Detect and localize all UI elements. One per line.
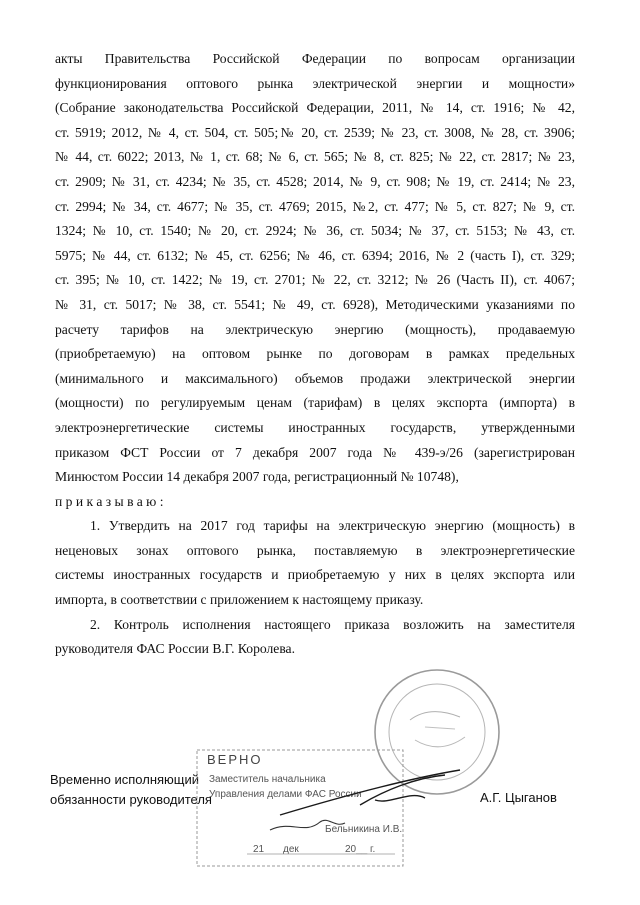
signature-position [50,770,212,810]
stamp-line: Заместитель начальника [209,774,326,785]
text-line: (минимального и максимального) объемов продажи электрической энергии [55,370,575,386]
text-line: функционирования оптового рынка электрической энергии и мощности» [55,75,575,91]
text-line: Минюстом России 14 декабря 2007 года, регистрационный № 10748), [55,469,459,485]
stamp-signer: Бельникина И.В. [325,824,403,835]
stamp-date-day: 21 [253,844,265,855]
text-line: 5975; № 44, ст. 6132; № 45, ст. 6256; № 46, ст. 6394; 2016, № 2 (часть I), ст. 329; [55,247,575,263]
item-1-line: неценовых зонах оптового рынка, поставляемую в электроэнергетические [55,542,575,558]
item-1-line: импорта, в соответствии с приложением к настоящему приказу. [55,592,424,608]
text-line: электроэнергетические системы иностранных государств, утвержденными [55,419,575,435]
item-1-line: 1. Утвердить на 2017 год тарифы на электрическую энергию (мощность) в [90,518,575,534]
stamp-date-year: 20__ г. [345,844,376,855]
position-line: Временно исполняющий [50,772,200,787]
text-line: № 44, ст. 6022; 2013, № 1, ст. 68; № 6, ст. 565; № 8, ст. 825; № 22, ст. 2817; № 23, [55,149,575,165]
signatory-name: А.Г. Цыганов [480,790,557,805]
text-line: (мощности) по регулируемым ценам (тарифам) в целях экспорта (импорта) в [55,395,575,411]
item-1-line: системы иностранных государств и приобретаемую у них в целях экспорта или [55,567,575,583]
text-line: расчету тарифов на электрическую энергию (мощность), продаваемую [55,321,575,337]
text-line: (Собрание законодательства Российской Федерации, 2011, № 14, ст. 1916; № 42, [55,100,575,116]
text-line: ст. 395; № 10, ст. 1422; № 19, ст. 2701; № 22, ст. 3212; № 26 (Часть II), ст. 4067; [55,272,575,288]
text-line: № 31, ст. 5017; № 38, ст. 5541; № 49, ст. 6928), Методическими указаниями по [55,296,575,312]
text-line: 1324; № 10, ст. 1540; № 20, ст. 2924; № 36, ст. 5034; № 37, ст. 5153; № 43, ст. [55,223,575,239]
position-line: обязанности руководителя [50,792,212,807]
stamp-date-month: дек [283,844,299,855]
text-line: (приобретаемую) на оптовом рынке по договорам в рамках предельных [55,346,575,362]
text-line: акты Правительства Российской Федерации по вопросам организации [55,51,575,66]
text-line: приказом ФСТ России от 7 декабря 2007 года № 439-э/26 (зарегистрирован [55,444,575,460]
item-2-line: руководителя ФАС России В.Г. Королева. [55,641,295,657]
handwritten-signature-icon [210,760,470,860]
order-body-text [55,47,575,662]
stamp-line: Управления делами ФАС России [209,789,362,800]
text-line: ст. 2994; № 34, ст. 4677; № 35, ст. 4769; 2015, №2, ст. 477; № 5, ст. 827; № 9, ст. [55,198,575,214]
text-line: ст. 5919; 2012, № 4, ст. 504, ст. 505;№ 20, ст. 2539; № 23, ст. 3008, № 28, ст. 3906; [55,124,575,140]
item-2-line: 2. Контроль исполнения настоящего приказа возложить на заместителя [90,616,575,632]
order-word: приказываю: [55,493,167,509]
stamp-title: ВЕРНО [207,752,263,767]
text-line: ст. 2909; № 31, ст. 4234; № 35, ст. 4528; 2014, № 9, ст. 908; № 19, ст. 2414; № 23, [55,173,575,189]
